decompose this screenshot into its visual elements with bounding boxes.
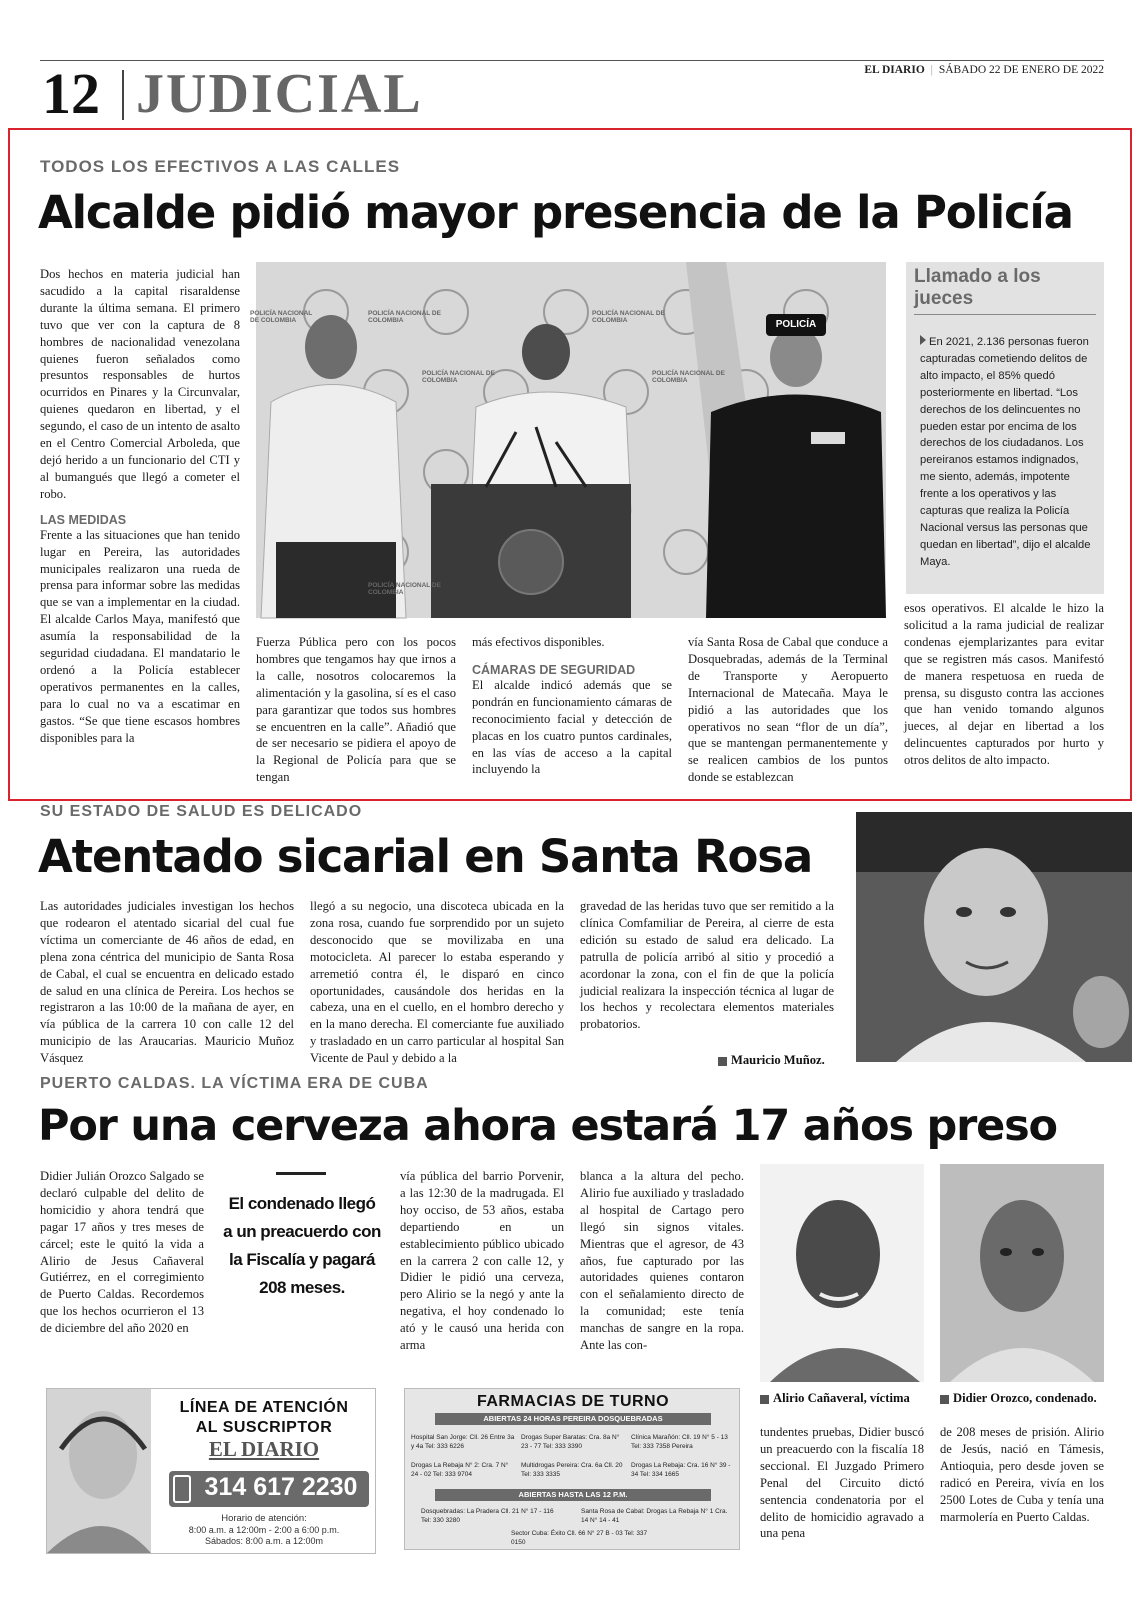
alirio-photo [760, 1164, 924, 1382]
pharmacy-night-cell-3: Sector Cuba: Éxito Cll. 66 N° 27 B - 03 Tel: 337 0150 [511, 1530, 648, 1546]
article2-photo-caption [718, 1052, 825, 1069]
didier-photo [940, 1164, 1104, 1382]
caption-square-icon-3 [940, 1395, 949, 1404]
ad1-hours-saturday: Sábados: 8:00 a.m. a 12:00m [204, 1536, 324, 1546]
page-header [40, 58, 1104, 124]
article3-col5-text: tundentes pruebas, Didier buscó un preacuerdo con la fiscalía 18 seccional. El Juzgado Primero Penal del Circuito dictó sentencia condenatoria por el delito de homicidio agravado a una pena [760, 1425, 924, 1541]
photo-sign-6: POLICÍA NACIONAL DE COLOMBIA [368, 582, 441, 596]
article1-col1-text2: Frente a las situaciones que han tenido lugar en Pereira, las autoridades municipales realizaron una rueda de prensa para informar sobre las medidas que se van a implementar en la ciudad. El alcalde Carlos Maya, manifestó que asumía la responsabilidad de la seguridad ciudadana. El mandatario le ordenó a la Policía establecer operativos permanentes en la calles, para lo cual no va a escatimar en gastos. “Se que tiene escasos hombres disponibles para la [40, 527, 240, 745]
article1-col2-text: Fuerza Pública pero con los pocos hombres que tengamos hay que irnos a la calle, nosotros colocaremos la alimentación y la gasolina, sí es el caso para garantizar que todos sus hombres se encuentren en la calle”. Añadió que de ser necesario se pidiera el apoyo de la Regional de Policía para que se tengan [256, 635, 456, 785]
pharmacy-cell-5: Multidrogas Pereira: Cra. 6a Cll. 20 Tel: 333 3335 [521, 1462, 623, 1478]
article1-col3-text2: El alcalde indicó además que se pondrán en funcionamiento cámaras de reconocimiento facial y detección de placas en los cuatro puntos cardinales, en las vías de acceso a la capital incluyendo la [472, 677, 672, 777]
phone-icon [173, 1475, 191, 1503]
pharmacy-night-cell-1: Dosquebradas: La Pradera Cll. 21 N° 17 - 116 Tel: 330 3280 [421, 1508, 554, 1524]
article1-col4-text: vía Santa Rosa de Cabal que conduce a Dosquebradas, además de la Terminal de Transporte y Aeropuerto Internacional de Matecaña. Maya le pidió a las autoridades que los operativos no sean “flor de un día”, que se mantengan permanentemente y se realicen cambios de los puntos donde se establezcan [688, 635, 888, 785]
didier-caption [940, 1390, 1104, 1407]
photo-sign-4: POLICÍA NACIONAL DE COLOMBIA [422, 370, 495, 384]
ad1-phone-number: 314 617 2230 [204, 1473, 358, 1501]
article2-col1-text: Las autoridades judiciales investigan los hechos que rodearon el atentado sicarial del cual fue víctima un comerciante de 46 años de edad, en plena zona céntrica del municipio de Santa Rosa de Cabal, el cual se encuentra en delicado estado de salud en una clínica de Pereira. Los hechos se registraron a las 10:00 de la mañana de ayer, en vía pública de la carrera 10 con calle 12 del municipio de las Araucarias. Mauricio Muñoz Vásquez [40, 899, 294, 1066]
ad1-line1: LÍNEA DE ATENCIÓN [179, 1399, 349, 1416]
sidebar-body: En 2021, 2.136 personas fueron capturadas cometiendo delitos de alto impacto, el 85% quedó posteriormente en libertad. “Los derechos de los delincuentes no pueden estar por encima de los derechos de los ciudadanos. Los pereiranos estamos indignados, me siento, además, impotente frente a los operativos y las capturas que realiza la Policía Nacional versus las personas que quedan en libertad”, dijo el alcalde Maya. [920, 336, 1091, 568]
pullquote-rule [276, 1172, 326, 1175]
article3-headline: Por una cerveza ahora estará 17 años preso [38, 1101, 1057, 1151]
article1-kicker: TODOS LOS EFECTIVOS A LAS CALLES [40, 157, 401, 176]
section-title: JUDICIAL [136, 63, 423, 125]
pharmacy-cell-1: Hospital San Jorge: Cll. 26 Entre 3a y 4a Tel: 333 6226 [411, 1434, 515, 1450]
ad1-hours-weekday: 8:00 a.m. a 12:00m - 2:00 a 6:00 p.m. [188, 1525, 340, 1535]
alirio-caption [760, 1390, 924, 1407]
article3-pullquote: El condenado llegó a un preacuerdo con la Fiscalía y pagará 208 meses. [223, 1194, 381, 1297]
portrait-illustration [856, 812, 1132, 1062]
pharmacies-on-duty-ad [404, 1388, 740, 1550]
pharmacy-cell-6: Drogas La Rebaja: Cra. 16 N° 39 - 34 Tel: 334 1665 [631, 1462, 731, 1478]
article1-subhead-medidas: LAS MEDIDAS [40, 512, 127, 527]
ad1-phone-box [169, 1471, 369, 1507]
article1-col5-text: esos operativos. El alcalde le hizo la solicitud a la rama judicial de realizar condenas ejemplarizantes para evitar que se registren más casos. Manifestó de manera respetuosa en rueda de prensa, su disgusto contra las acciones que han venido tomando algunos jueces, al dejar en libertad a los delincuentes capturados por hurto y otros delitos de alto impacto. [904, 601, 1104, 768]
caption-square-icon [718, 1057, 727, 1066]
pharmacy-night-cell-2: Santa Rosa de Cabal: Drogas La Rebaja N° 1 Cra. 14 N° 14 - 41 [581, 1508, 728, 1524]
paper-name: EL DIARIO [864, 64, 925, 76]
pharmacy-cell-2: Drogas Super Baratas: Cra. 8a N° 23 - 77 Tel: 333 3390 [521, 1434, 620, 1450]
sidebar-title: Llamado a los jueces [914, 266, 1041, 309]
pharmacy-cell-3: Clínica Marañón: Cll. 19 N° 5 - 13 Tel: 333 7358 Pereira [631, 1434, 728, 1450]
operator-headset-illustration [47, 1389, 151, 1553]
article3-col1-text: Didier Julián Orozco Salgado se declaró culpable del delito de homicidio y ahora tendrá que pagar 17 años y tres meses de cárcel; este le quitó la vida a Alirio de Jesus Cañaveral Gutiérrez, en el corregimiento de Puerto Caldas. Recordemos que los hechos ocurrieron el 13 de diciembre del año 2020 en [40, 1169, 204, 1336]
article1-headline: Alcalde pidió mayor presencia de la Policía [38, 186, 1073, 239]
photo-sign-2: POLICÍA NACIONAL DE COLOMBIA [368, 310, 441, 324]
article2-caption-text: Mauricio Muñoz. [731, 1053, 825, 1067]
ad2-subtitle2-bar: ABIERTAS HASTA LAS 12 P.M. [435, 1489, 711, 1501]
ad1-hours-title: Horario de atención: [221, 1513, 307, 1524]
ad2-title: FARMACIAS DE TURNO [476, 1393, 670, 1410]
article1-subhead-camaras: CÁMARAS DE SEGURIDAD [472, 662, 636, 677]
edition-date: SÁBADO 22 DE ENERO DE 2022 [938, 64, 1104, 76]
press-conference-photo [250, 262, 886, 618]
article3-col3-text: vía pública del barrio Porvenir, a las 12:30 de la madrugada. El hoy occiso, de 53 años, estaba departiendo en un establecimiento público ubicado en la carrera 2 con calle 12, y Didier le pidió una cerveza, pero Alirio se la negó y ante la negativa, el hoy condenado lo ató y le causó una herida con arma [400, 1169, 564, 1353]
article1-col1-text: Dos hechos en materia judicial han sacudido a la capital risaraldense durante la última semana. El primero tuvo que ver con la captura de 8 hombres de nacionalidad venezolana quienes fueron señalados como presuntos responsables de hurtos ocurridos en Pinares y la Circunvalar, quienes quedaron en libertad, y el segundo, el caso de un intento de asalto en el Centro Comercial Arboleda, que dejó herido a un funcionario del CTI y al bumangués que llegó a cometer el robo. [40, 267, 240, 501]
header-divider [122, 70, 124, 120]
photo-sign-5: POLICÍA NACIONAL DE COLOMBIA [652, 370, 725, 384]
sidebar-rule [914, 314, 1096, 315]
sidebar-text [920, 334, 1096, 571]
sidebar-box [906, 262, 1104, 594]
didier-portrait-illustration [940, 1164, 1104, 1382]
alirio-caption-text: Alirio Cañaveral, víctima [773, 1391, 910, 1405]
article2-kicker: SU ESTADO DE SALUD ES DELICADO [40, 803, 363, 820]
article2-col2-text: llegó a su negocio, una discoteca ubicada en la zona rosa, cuando fue sorprendido por un sujeto desconocido que se movilizaba en una motocicleta. Al parecer lo estaba esperando y arremetió contra él, le disparó en cinco oportunidades, causándole dos heridas en la cabeza, una en el cuello, en el hombro derecho y en la mano derecha. El comerciante fue auxiliado y trasladado en un carro particular al hospital San Vicente de Paul y debido a la [310, 899, 564, 1066]
dateline-separator: | [930, 64, 933, 76]
didier-caption-text: Didier Orozco, condenado. [953, 1391, 1097, 1405]
article3-col4-text: blanca a la altura del pecho. Alirio fue auxiliado y trasladado al hospital de Cartago pero llegó sin signos vitales. Mientras que el agresor, de 43 años, fue capturado por las autoridades quienes contaron con el señalamiento directo de la comunidad; este tenía manchas de sangre en la ropa. Ante las con- [580, 1169, 744, 1353]
ad1-brand-logo: EL DIARIO [208, 1437, 320, 1461]
victim-portrait-photo [856, 812, 1132, 1062]
sidebar-bullet-icon [920, 335, 926, 345]
header-dateline [864, 64, 1104, 76]
article1-col1 [40, 266, 240, 746]
header-top-rule [40, 60, 1104, 61]
article2-headline: Atentado sicarial en Santa Rosa [38, 830, 812, 883]
alirio-portrait-illustration [760, 1164, 924, 1382]
article3-kicker: PUERTO CALDAS. LA VÍCTIMA ERA DE CUBA [40, 1075, 429, 1092]
article3-col6-text: de 208 meses de prisión. Alirio de Jesús, nació en Támesis, Antioquia, pero desde joven se radicó en Pereira, vivía en los 2500 Lotes de Cuba y tenía una marmolería en Puerto Caldas. [940, 1425, 1104, 1524]
article1-col3-text: más efectivos disponibles. [472, 635, 605, 649]
pharmacy-cell-4: Drogas La Rebaja N° 2: Cra. 7 N° 24 - 02 Tel: 333 9704 [411, 1462, 509, 1478]
police-cap-label: POLICÍA [775, 319, 817, 330]
operator-photo [47, 1389, 151, 1553]
article1-col3 [472, 634, 672, 778]
article2-col3-text: gravedad de las heridas tuvo que ser remitido a la clínica Comfamiliar de Pereira, al cierre de esta edición su estado de salud era delicado. La patrulla de policía arribó al sitio y procedió a acordonar la zona, con el fin de que la policía judicial realizara la inspección técnica al lugar de los hechos y recolectara elementos materiales probatorios. [580, 899, 834, 1032]
page-number: 12 [42, 61, 100, 126]
ad1-line2: AL SUSCRIPTOR [195, 1419, 333, 1436]
caption-square-icon-2 [760, 1395, 769, 1404]
subscriber-hotline-ad [46, 1388, 376, 1554]
press-conference-illustration [256, 262, 886, 618]
photo-sign-3: POLICÍA NACIONAL DE COLOMBIA [592, 310, 665, 324]
ad2-subtitle-bar: ABIERTAS 24 HORAS PEREIRA DOSQUEBRADAS [435, 1413, 711, 1425]
photo-sign-1: POLICÍA NACIONAL DE COLOMBIA [250, 310, 313, 324]
